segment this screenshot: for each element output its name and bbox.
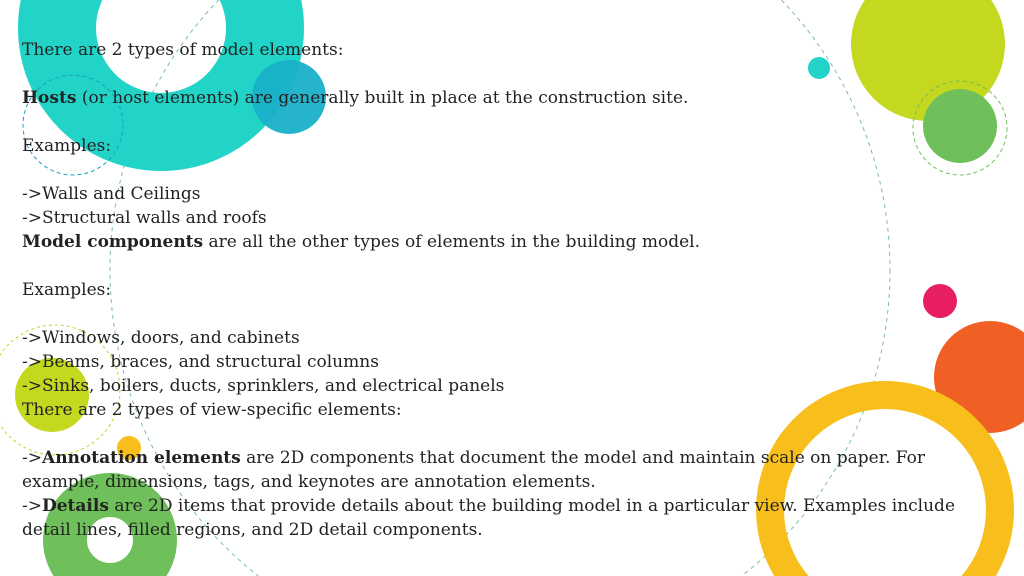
view-elements-intro: There are 2 types of view-specific elements: <box>22 400 402 420</box>
examples-label: Examples: <box>22 280 112 300</box>
list-item: ->Beams, braces, and structural columns <box>22 352 379 372</box>
annotation-term: Annotation elements <box>42 448 241 468</box>
annotation-arrow: -> <box>22 448 42 468</box>
examples-label: Examples: <box>22 136 112 156</box>
list-item: ->Structural walls and roofs <box>22 208 267 228</box>
details-term: Details <box>42 496 109 516</box>
hosts-term: Hosts <box>22 88 77 108</box>
details-text: are 2D items that provide details about the building model in a particular view. Examples include detail lines, filled regions, and 2D detail components. <box>22 496 956 540</box>
list-item: ->Walls and Ceilings <box>22 184 201 204</box>
list-item: ->Windows, doors, and cabinets <box>22 328 300 348</box>
details-arrow: -> <box>22 496 42 516</box>
model-components-text: are all the other types of elements in the building model. <box>203 232 701 252</box>
slide-body <box>22 38 1007 542</box>
annotation-text: are 2D components that document the model and maintain scale on paper. For example, dimensions, tags, and keynotes are annotation elements. <box>22 448 926 492</box>
hosts-definition <box>22 86 1007 110</box>
model-components-term: Model components <box>22 232 204 252</box>
annotation-definition <box>22 446 1007 494</box>
model-components-definition <box>22 230 1007 254</box>
hosts-text: (or host elements) are generally built in place at the construction site. <box>76 88 689 108</box>
details-definition <box>22 494 1007 542</box>
list-item: ->Sinks, boilers, ducts, sprinklers, and electrical panels <box>22 376 505 396</box>
model-elements-intro: There are 2 types of model elements: <box>22 40 344 60</box>
